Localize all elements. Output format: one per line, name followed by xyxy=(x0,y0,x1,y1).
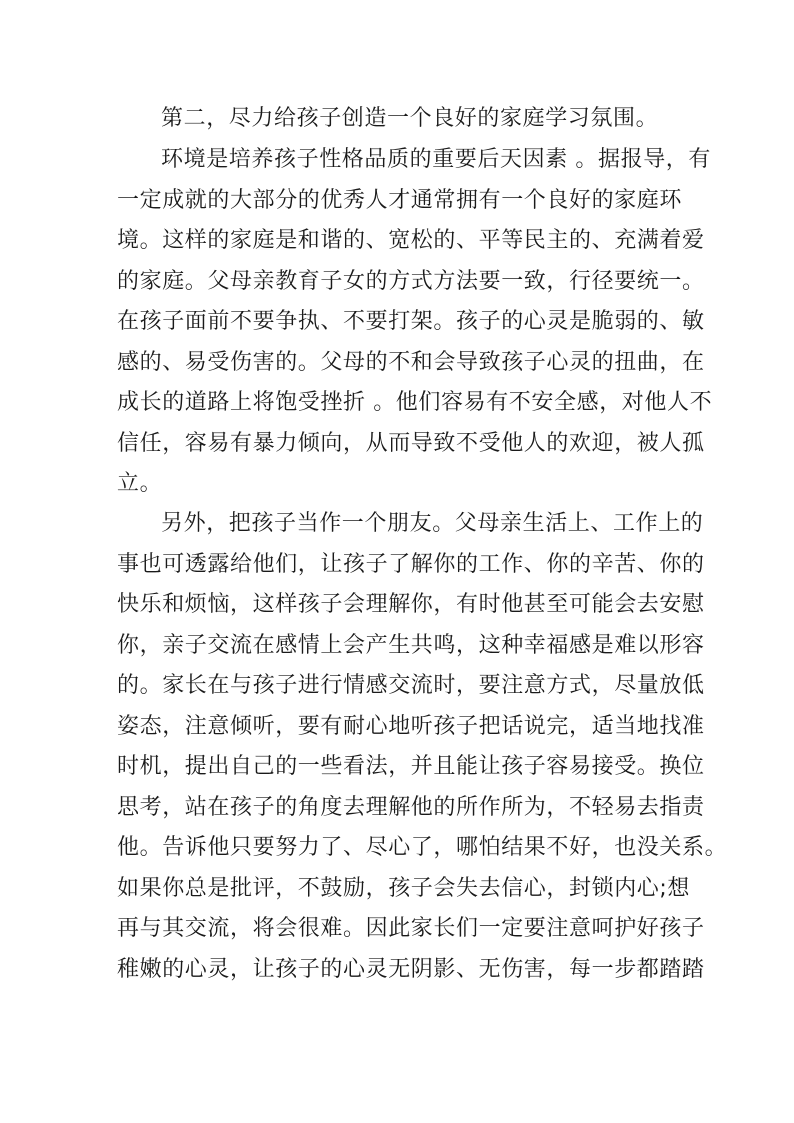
paragraph-line: 在孩子面前不要争执、不要打架。孩子的心灵是脆弱的、敏 xyxy=(117,309,705,334)
paragraph-line: 另外，把孩子当作一个朋友。父母亲生活上、工作上的 xyxy=(161,511,704,536)
paragraph-line: 信任，容易有暴力倾向，从而导致不受他人的欢迎，被人孤 xyxy=(117,430,705,456)
paragraph-line: 如果你总是批评，不鼓励，孩子会失去信心，封锁内心;想 xyxy=(117,875,691,901)
paragraph-line: 稚嫩的心灵，让孩子的心灵无阴影、无伤害，每一步都踏踏 xyxy=(117,956,705,982)
paragraph-line: 他。告诉他只要努力了、尽心了，哪怕结果不好，也没关系。 xyxy=(117,835,728,860)
paragraph-friendship xyxy=(117,504,728,990)
paragraph-line: 的家庭。父母亲教育子女的方式方法要一致，行径要统一。 xyxy=(117,268,705,294)
section-heading xyxy=(117,99,687,140)
paragraph-line: 姿态，注意倾听，要有耐心地听孩子把话说完，适当地找准 xyxy=(117,713,705,739)
paragraph-line: 你，亲子交流在感情上会产生共鸣，这种幸福感是难以形容 xyxy=(117,632,705,658)
paragraph-line: 的。家长在与孩子进行情感交流时，要注意方式，尽量放低 xyxy=(117,673,705,698)
paragraph-line: 时机，提出自己的一些看法，并且能让孩子容易接受。换位 xyxy=(117,754,705,779)
paragraph-line: 感的、易受伤害的。父母的不和会导致孩子心灵的扭曲，在 xyxy=(117,349,705,375)
paragraph-line: 一定成就的大部分的优秀人才通常拥有一个良好的家庭环 xyxy=(117,187,683,213)
paragraph-line: 环境是培养孩子性格品质的重要后天因素 。据报导，有 xyxy=(161,147,711,172)
heading-line: 第二，尽力给孩子创造一个良好的家庭学习氛围。 xyxy=(161,106,659,131)
paragraph-line: 思考，站在孩子的角度去理解他的所作所为，不轻易去指责 xyxy=(117,794,705,820)
paragraph-line: 境。这样的家庭是和谐的、宽松的、平等民主的、充满着爱 xyxy=(117,228,705,253)
paragraph-line: 快乐和烦恼，这样孩子会理解你，有时他甚至可能会去安慰 xyxy=(117,592,705,617)
paragraph-line: 成长的道路上将饱受挫折 。他们容易有不安全感，对他人不 xyxy=(117,390,713,415)
paragraph-line: 再与其交流，将会很难。因此家长们一定要注意呵护好孩子 xyxy=(117,916,705,941)
paragraph-line: 事也可透露给他们，让孩子了解你的工作、你的辛苦、你的 xyxy=(117,551,705,577)
paragraph-environment xyxy=(117,140,713,505)
paragraph-line: 立。 xyxy=(117,471,163,496)
